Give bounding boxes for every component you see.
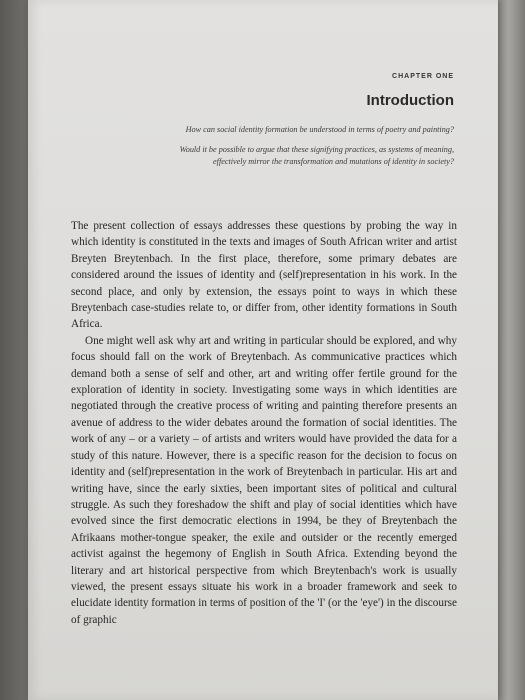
paragraph-1: The present collection of essays addresses these questions by probing the way in which identity is constituted in the texts and images of South African writer and artist Breyten Breytenbach. In the first place, therefore, some primary debates are considered around the issues of identity and (self)representation in his work. In the second place, and only by extension, the essays point to ways in which these Breytenbach case-studies relate to, or differ from, other identity formations in South Africa.: [71, 220, 457, 331]
book-page: [28, 0, 498, 700]
body-text: [71, 218, 457, 628]
chapter-label: CHAPTER ONE: [392, 73, 454, 80]
page-stack-edge: [498, 0, 525, 700]
chapter-title: Introduction: [366, 92, 454, 109]
epigraph-block: [154, 124, 454, 176]
epigraph-1: How can social identity formation be understood in terms of poetry and painting?: [185, 125, 454, 134]
paragraph-2: One might well ask why art and writing in particular should be explored, and why focus should fall on the work of Breytenbach. As communicative practices which demand both a sense of self and other, art and writing offer fertile ground for the exploration of identity in society. Investigating some ways in which identities are negotiated through the creative process of writing and painting therefore presents an avenue of address to the wider debates around the formation of social identities. The work of any – or a variety – of artists and writers would have provided the data for a study of this nature. However, there is a specific reason for the decision to focus on identity and (self)representation in the work of Breytenbach in particular. His art and writing have, since the early sixties, been important sites of political and cultural struggle. As such they foreshadow the shift and play of social identities which have evolved since the first democratic elections in 1994, be they of Breytenbach the Afrikaans mother-tongue speaker, the exile and outsider or the recently emerged activist against the hegemony of English in South Africa. Extending beyond the literary and art historical perspective from which Breytenbach's work is usually viewed, the present essays situate his work in a broader framework and seek to elucidate identity formation in terms of position of the 'I' (or the 'eye') in the discourse of graphic: [71, 334, 457, 626]
epigraph-2: Would it be possible to argue that these signifying practices, as systems of meaning, effectively mirror the transformation and mutations of identity in society?: [179, 144, 454, 166]
